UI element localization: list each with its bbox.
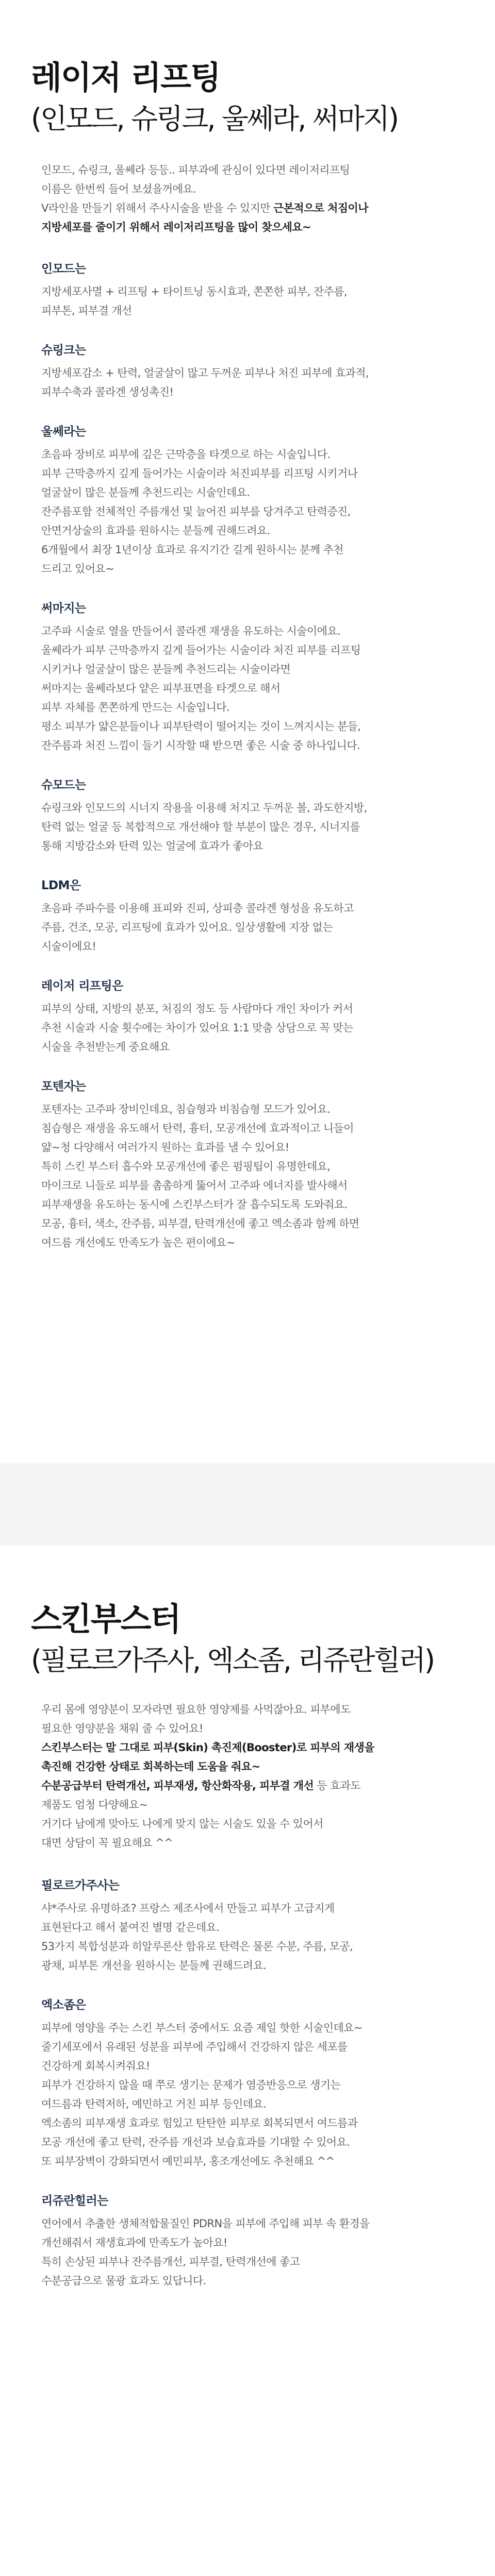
booster-intro bbox=[41, 1700, 459, 1853]
laser-item-body: 초음파 주파수를 이용해 표피와 진피, 상피층 콜라겐 형성을 유도하고 주름, 건조, 모공, 리프팅에 효과가 있어요. 일상생활에 지장 없는 시술이에요! bbox=[41, 902, 354, 953]
laser-intro bbox=[41, 161, 459, 237]
laser-item-thermage bbox=[41, 599, 459, 755]
laser-item-title: 슈링크는 bbox=[41, 344, 86, 358]
laser-intro-highlight: 근본적으로 처짐이나 지방세포를 줄이기 위해서 레이저리프팅을 많이 찾으세요~ bbox=[41, 202, 368, 234]
booster-content bbox=[0, 1700, 495, 2291]
booster-item-rejuran bbox=[41, 2192, 459, 2291]
booster-section-title bbox=[0, 1597, 495, 1680]
booster-intro-text-2: 등 효과도 제품도 엄청 다양해요~ 거기다 남에게 맞아도 나에게 맞지 않는 시술도 있을 수 있어서 대면 상담이 꼭 필요해요 ^^ bbox=[41, 1780, 361, 1850]
booster-intro-text: 우리 몸에 영양분이 모자라면 필요한 영양제를 사먹잖아요. 피부에도 필요한 영양분을 채워 줄 수 있어요! bbox=[41, 1703, 351, 1735]
booster-title-line1: 스킨부스터 bbox=[31, 1600, 180, 1638]
booster-item-title: 엑소좀은 bbox=[41, 1998, 86, 2012]
laser-item-body: 피부의 상태, 지방의 분포, 처짐의 정도 등 사람마다 개인 차이가 커서 추천 시술과 시술 횟수에는 차이가 있어요 1:1 맞춤 상담으로 꼭 맞는 시술을 추천받는게 중요해요 bbox=[41, 1003, 353, 1054]
laser-item-body: 고주파 시술로 열을 만들어서 콜라겐 재생을 유도하는 시술이에요. 울쎄라가 피부 근막층까지 깊게 들어가는 시술이라 처진 피부를 리프팅 시키거나 얼굴살이 많은 분들께 추천드리는 시술이라면 써마지는 울쎄라보다 얕은 피부표면을 타겟으로 해서 피부 자체를 쫀쫀하게 만드는 시술입니다. 평소 피부가 얇은분들이나 피부탄력이 떨어지는 것이 느껴지시는 분들, 잔주름과 처진 느낌이 들기 시작할 때 받으면 좋은 시술 중 하나입니다. bbox=[41, 625, 361, 752]
laser-item-body: 슈링크와 인모드의 시너지 작용을 이용해 처지고 두꺼운 볼, 과도한지방, 탄력 없는 얼굴 등 복합적으로 개선해야 할 부분이 많은 경우, 시너지를 통해 지방감소와 탄력 있는 얼굴에 효과가 좋아요 bbox=[41, 802, 367, 853]
booster-item-body: 연어에서 추출한 생체적합물질인 PDRN을 피부에 주입해 피부 속 환경을 개선해줘서 재생효과에 만족도가 높아요! 특히 손상된 피부나 잔주름개선, 피부결, 탄력개선에 좋고 수분공급으로 물광 효과도 있답니다. bbox=[41, 2217, 370, 2287]
laser-item-body: 지방세포감소 + 탄력, 얼굴살이 많고 두꺼운 피부나 처진 피부에 효과적, 피부수축과 콜라겐 생성촉진! bbox=[41, 367, 369, 399]
laser-intro-text: 인모드, 슈링크, 울쎄라 등등.. 피부과에 관심이 있다면 레이저리프팅 이름은 한번씩 들어 보셨을꺼에요. V라인을 만들기 위해서 주사시술을 받을 수 있지만 bbox=[41, 164, 350, 215]
booster-intro-highlight-2: 수분공급부터 탄력개선, 피부재생, 항산화작용, 피부결 개선 bbox=[41, 1780, 314, 1792]
laser-title-line2: (인모드, 슈링크, 울쎄라, 써마지) bbox=[31, 102, 398, 135]
laser-item-title: 써마지는 bbox=[41, 602, 86, 616]
booster-title-line2: (필로르가주사, 엑소좀, 리쥬란힐러) bbox=[31, 1643, 434, 1676]
laser-item-summary bbox=[41, 977, 459, 1057]
laser-item-title: 인모드는 bbox=[41, 262, 86, 276]
laser-content bbox=[0, 161, 495, 1252]
booster-item-body: 샤*주사로 유명하죠? 프랑스 제조사에서 만들고 피부가 고급지게 표현된다고 해서 붙여진 별명 같은데요. 53가지 복합성분과 히알루론산 함유로 탄력은 물론 수분, 주름, 모공, 광채, 피부톤 개선을 원하시는 분들께 권해드려요. bbox=[41, 1902, 353, 1972]
laser-item-body: 초음파 장비로 피부에 깊은 근막층을 타겟으로 하는 시술입니다. 피부 근막층까지 깊게 들어가는 시술이라 처진피부를 리프팅 시키거나 얼굴살이 많은 분들께 추천드리는 시술인데요. 잔주름포함 전체적인 주름개선 및 늘어진 피부를 당겨주고 탄력증진, 안면거상술의 효과를 원하시는 분들께 권해드려요. 6개월에서 최장 1년이상 효과로 유지기간 길게 원하시는 분께 추천 드리고 있어요~ bbox=[41, 448, 358, 575]
laser-item-body: 지방세포사멸 + 리프팅 + 타이트닝 동시효과, 쫀쫀한 피부, 잔주름, 피부톤, 피부결 개선 bbox=[41, 285, 347, 317]
section-divider bbox=[0, 1463, 495, 1546]
laser-item-ulthera bbox=[41, 422, 459, 579]
laser-section-title bbox=[0, 56, 495, 138]
booster-item-filorga bbox=[41, 1876, 459, 1975]
laser-item-inmode bbox=[41, 260, 459, 320]
booster-item-body: 피부에 영양을 주는 스킨 부스터 중에서도 요즘 제일 핫한 시술인데요~ 줄기세포에서 유래된 성분을 피부에 주입해서 건강하지 않은 세포를 건강하게 회복시켜줘요! 피부가 건강하지 않을 때 쭈로 생기는 문제가 염증반응으로 생기는 여드름과 탄력저하, 예민하고 거친 피부 등인데요. 엑소좀의 피부재생 효과로 힘있고 탄탄한 피부로 회복되면서 여드름과 모공 개선에 좋고 탄력, 잔주름 개선과 보습효과를 기대할 수 있어요. 또 피부장벽이 강화되면서 예민피부, 홍조개선에도 추천해요 ^^ bbox=[41, 2022, 362, 2168]
booster-item-title: 필로르가주사는 bbox=[41, 1879, 120, 1893]
laser-item-potenza bbox=[41, 1077, 459, 1252]
laser-item-body: 포텐자는 고주파 장비인데요, 침습형과 비침습형 모드가 있어요. 침습형은 재생을 유도해서 탄력, 흉터, 모공개선에 효과적이고 니들이 얇~청 다양해서 여러가지 원하는 효과를 낼 수 있어요! 특히 스킨 부스터 흡수와 모공개선에 좋은 펌핑팁이 유명한데요, 마이크로 니들로 피부를 촘촘하게 뚫어서 고주파 에너지를 발사해서 피부재생을 유도하는 동시에 스킨부스터가 잘 흡수되도록 도와줘요. 모공, 흉터, 색소, 잔주름, 피부결, 탄력개선에 좋고 엑소좀과 함께 하면 여드름 개선에도 만족도가 높은 편이에요~ bbox=[41, 1103, 359, 1249]
laser-title-line1: 레이저 리프팅 bbox=[31, 59, 220, 96]
laser-item-ldm bbox=[41, 876, 459, 956]
booster-item-title: 리쥬란힐러는 bbox=[41, 2194, 108, 2208]
laser-item-shrink bbox=[41, 341, 459, 402]
booster-intro-highlight-1: 스킨부스터는 말 그대로 피부(Skin) 촉진제(Booster)로 피부의 재생을 촉진해 건강한 상태로 회복하는데 도움을 줘요~ bbox=[41, 1741, 374, 1773]
booster-item-exosome bbox=[41, 1996, 459, 2171]
skin-booster-section bbox=[0, 1546, 495, 2576]
laser-item-title: 포텐자는 bbox=[41, 1080, 86, 1094]
laser-item-title: 레이저 리프팅은 bbox=[41, 979, 123, 993]
laser-item-title: 슈모드는 bbox=[41, 778, 86, 792]
laser-item-shumode bbox=[41, 776, 459, 856]
laser-item-title: LDM은 bbox=[41, 879, 81, 893]
laser-item-title: 울쎄라는 bbox=[41, 425, 86, 439]
